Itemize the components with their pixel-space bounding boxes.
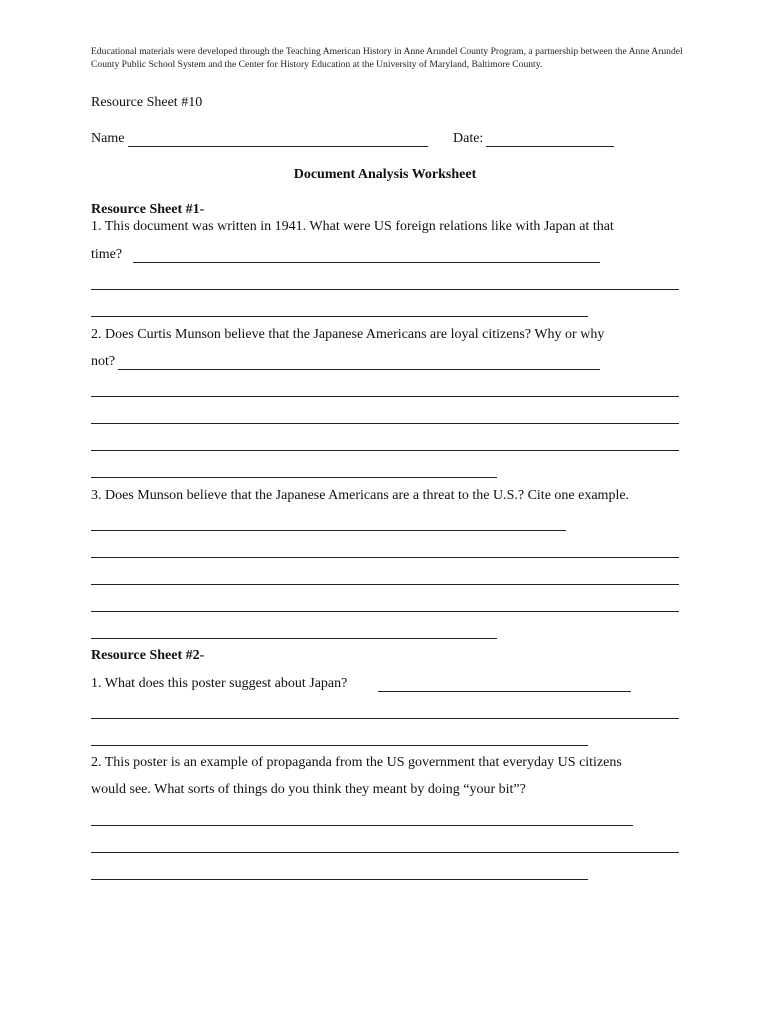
answer-line[interactable] — [91, 557, 679, 558]
section1-q1-line2: time? — [91, 247, 123, 262]
answer-line[interactable] — [91, 584, 679, 585]
answer-line[interactable] — [133, 262, 600, 263]
answer-line[interactable] — [91, 316, 588, 317]
answer-line[interactable] — [91, 611, 679, 612]
answer-line[interactable] — [91, 396, 679, 397]
worksheet-title: Document Analysis Worksheet — [293, 167, 477, 182]
section2-q2-line2: would see. What sorts of things do you think they meant by doing “your bit”? — [91, 782, 526, 797]
answer-line[interactable] — [91, 530, 566, 531]
answer-line[interactable] — [91, 718, 679, 719]
answer-line[interactable] — [91, 825, 633, 826]
answer-line[interactable] — [118, 369, 600, 370]
answer-line[interactable] — [91, 638, 497, 639]
name-answer-line[interactable] — [128, 146, 428, 147]
section2-heading: Resource Sheet #2- — [91, 648, 205, 663]
answer-line[interactable] — [91, 852, 679, 853]
section1-q1-line1: 1. This document was written in 1941. What were US foreign relations like with Japan at that — [91, 219, 614, 234]
answer-line[interactable] — [378, 691, 631, 692]
answer-line[interactable] — [91, 745, 588, 746]
resource-sheet-label: Resource Sheet #10 — [91, 95, 203, 110]
answer-line[interactable] — [91, 879, 588, 880]
date-label: Date: — [453, 131, 484, 146]
section2-q1: 1. What does this poster suggest about Japan? — [91, 676, 348, 691]
answer-line[interactable] — [91, 423, 679, 424]
answer-line[interactable] — [91, 477, 497, 478]
answer-line[interactable] — [91, 289, 679, 290]
date-answer-line[interactable] — [486, 146, 614, 147]
section1-q2-line2: not? — [91, 354, 116, 369]
section2-q2-line1: 2. This poster is an example of propaganda from the US government that everyday US citizens — [91, 755, 622, 770]
header-note: Educational materials were developed through the Teaching American History in Anne Arundel County Program, a partnership between the Anne Arundel County Public School System and the Center for History Education at the University of Maryland, Baltimore County. — [91, 46, 683, 70]
answer-line[interactable] — [91, 450, 679, 451]
section1-heading: Resource Sheet #1- — [91, 202, 205, 217]
section1-q2-line1: 2. Does Curtis Munson believe that the Japanese Americans are loyal citizens? Why or why — [91, 327, 605, 342]
name-label: Name — [91, 131, 125, 146]
section1-q3: 3. Does Munson believe that the Japanese Americans are a threat to the U.S.? Cite one example. — [91, 488, 630, 503]
